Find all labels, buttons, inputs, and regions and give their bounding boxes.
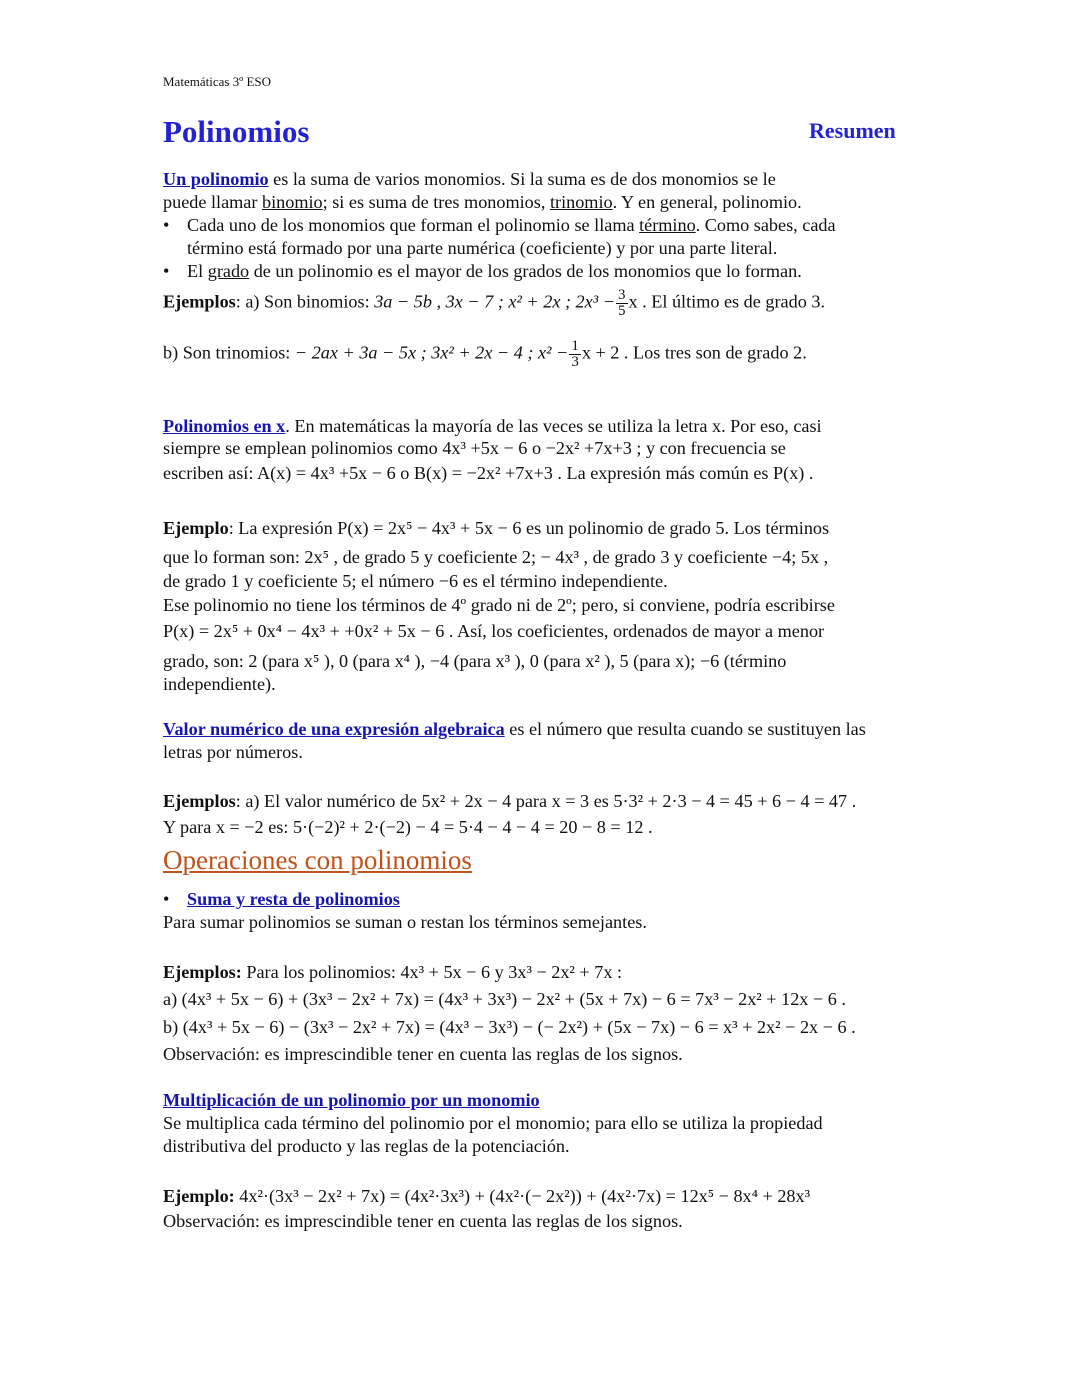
polinomios-en-x-link[interactable]: Polinomios en x	[163, 416, 286, 436]
resumen-label: Resumen	[809, 118, 896, 143]
observacion-2: Observación: es imprescindible tener en cuenta las reglas de los signos.	[163, 1211, 683, 1231]
document-page: Matemáticas 3º ESO Polinomios Resumen Un polinomio es la suma de varios monomios. Si la suma es de dos monomios se le puede llamar binomio; si es suma de tres monomios, trinomio. Y en general, polinomio. • Cada uno de los monomios que forman el polinomio se llama término. Como sabes, cada término está formado por una parte numérica (coeficiente) y por una parte literal. • El grado de un polinomio es el mayor de los grados de los monomios que lo forman. Ejemplos: a) Son binomios: 3a − 5b , 3x − 7 ; x² + 2x ; 2x³ − $\frac{3}{5}$ x . El último es de grado 3. b) Son trinomios: − 2ax + 3a − 5x ; 3x² + 2x − 4 ; x² − $\frac{1}{3}$ x + 2 . Los tres son de grado 2. Polinomios en x. En matemáticas la mayoría de las veces se utiliza la letra x. Por eso, casi siempre se emplean polinomios como 4x³ +5x − 6 o −2x² +7x+3 ; y con frecuencia se escriben así: A(x) = 4x³ +5x − 6 o B(x) = −2x² +7x+3 . La expresión más común es P(x) . Ejemplo: La expresión P(x) = 2x⁵ − 4x³ + 5x − 6 es un polinomio de grado 5. Los términos que lo forman son: 2x⁵ , de grado 5 y coeficiente 2; − 4x³ , de grado 3 y coeficiente −4; 5x , de grado 1 y coeficiente 5; el número −6 es el término independiente. Ese polinomio no tiene los términos de 4º grado ni de 2º; pero, si conviene, podría escribirse P(x) = 2x⁵ + 0x⁴ − 4x³ + +0x² + 5x − 6 . Así, los coeficientes, ordenados de mayor a menor grado, son: 2 (para x⁵ ), 0 (para x⁴ ), −4 (para x³ ), 0 (para x² ), 5 (para x); −6 (término independiente). Valor numérico de una expresión algebraica es el número que resulta cuando se sustituyen las letras por números. Ejemplos: a) El valor numérico de 5x² + 2x − 4 para x = 3 es 5·3² + 2·3 − 4 = 45 + 6 − 4 = 47 . Y para x = −2 es: 5·(−2)² + 2·(−2) − 4 = 5·4 − 4 − 4 = 20 − 8 = 12 . Operaciones con polinomios • Suma y resta de polinomios Para sumar polinomios se suman o restan los términos semejantes. Ejemplos: Para los polinomios: 4x³ + 5x − 6 y 3x³ − 2x² + 7x : a) (4x³ + 5x − 6) + (3x³ − 2x² + 7x) = (4x³ + 3x³) − 2x² + (5x + 7x) − 6 = 7x³ − 2x² + 12x − 6 . b) (4x³ + 5x − 6) − (3x³ − 2x² + 7x) = (4x³ − 3x³) − (− 2x²) + (5x − 7x) − 6 = x³ + 2x² − 2x − 6 . Observación: es imprescindible tener en cuenta las reglas de los signos. Multiplicación de un polinomio por un monomio Se multiplica cada término del polinomio por el monomio; para ello se utiliza la propiedad distributiva del producto y las reglas de la potenciación. Ejemplo: 4x²·(3x³ − 2x² + 7x) = (4x²·3x³) + (4x²·(− 2x²)) + (4x²·7x) = 12x⁵ − 8x⁴ + 28x³ Observación: es imprescindible tener en cuenta las reglas de los signos.	[163, 74, 896, 1231]
multiplicacion-link[interactable]: Multiplicación de un polinomio por un monomio	[163, 1090, 540, 1110]
ejemplo2-line-7: independiente).	[163, 674, 276, 694]
fraction: $\frac{1}{3}$	[571, 338, 579, 370]
bullet-icon: •	[163, 215, 170, 235]
bullet-termino-cont: término está formado por una parte numérica (coeficiente) y por una parte literal.	[187, 238, 778, 258]
intro-line-1: Un polinomio es la suma de varios monomios. Si la suma es de dos monomios se le	[163, 169, 776, 189]
ejemplo-resta-b: b) (4x³ + 5x − 6) − (3x³ − 2x² + 7x) = (4x³ − 3x³) − (− 2x²) + (5x − 7x) − 6 = x³ + 2x² − 2x − 6 .	[163, 1017, 856, 1037]
ejemplo2-line-6: grado, son: 2 (para x⁵ ), 0 (para x⁴ ), −4 (para x³ ), 0 (para x² ), 5 (para x); −6 (término	[163, 651, 787, 671]
ejemplos3-line-1: Ejemplos: a) El valor numérico de 5x² + 2x − 4 para x = 3 es 5·3² + 2·3 − 4 = 45 + 6 − 4 = 47 .	[163, 791, 857, 811]
intro-line-2: puede llamar binomio; si es suma de tres monomios, trinomio. Y en general, polinomio.	[163, 192, 802, 212]
enx-line-3: escriben así: A(x) = 4x³ +5x − 6 o B(x) = −2x² +7x+3 . La expresión más común es P(x) .	[163, 463, 814, 483]
enx-line-2: siempre se emplean polinomios como 4x³ +5x − 6 o −2x² +7x+3 ; y con frecuencia se	[163, 438, 786, 458]
running-header: Matemáticas 3º ESO	[163, 74, 272, 89]
ejemplos3-line-2: Y para x = −2 es: 5·(−2)² + 2·(−2) − 4 = 5·4 − 4 − 4 = 20 − 8 = 12 .	[163, 817, 653, 837]
page-title: Polinomios	[163, 114, 310, 149]
ejemplo-mult: Ejemplo: 4x²·(3x³ − 2x² + 7x) = (4x²·3x³) + (4x²·(− 2x²)) + (4x²·7x) = 12x⁵ − 8x⁴ + 28x³	[163, 1186, 811, 1206]
valor-numerico-link[interactable]: Valor numérico de una expresión algebraica	[163, 719, 505, 739]
valor-line-1: Valor numérico de una expresión algebraica es el número que resulta cuando se sustituyen las	[163, 719, 866, 739]
ejemplo2-line-5: P(x) = 2x⁵ + 0x⁴ − 4x³ + +0x² + 5x − 6 . Así, los coeficientes, ordenados de mayor a menor	[163, 621, 825, 641]
ejemplo2-line-2: que lo forman son: 2x⁵ , de grado 5 y coeficiente 2; − 4x³ , de grado 3 y coeficiente −4; 5x ,	[163, 547, 829, 567]
fraction: $\frac{3}{5}$	[618, 287, 626, 319]
mult-text-2: distributiva del producto y las reglas de la potenciación.	[163, 1136, 570, 1156]
observacion-1: Observación: es imprescindible tener en cuenta las reglas de los signos.	[163, 1044, 683, 1064]
valor-line-2: letras por números.	[163, 742, 303, 762]
operaciones-section-title[interactable]: Operaciones con polinomios	[163, 845, 472, 875]
suma-text: Para sumar polinomios se suman o restan los términos semejantes.	[163, 912, 647, 932]
polinomio-link[interactable]: Un polinomio	[163, 169, 269, 189]
multiplicacion-heading	[163, 1089, 540, 1112]
enx-line-1: Polinomios en x. En matemáticas la mayoría de las veces se utiliza la letra x. Por eso, casi	[163, 416, 822, 436]
bullet-icon: •	[163, 261, 170, 281]
ejemplo2-line-3: de grado 1 y coeficiente 5; el número −6 es el término independiente.	[163, 571, 668, 591]
suma-resta-link[interactable]: Suma y resta de polinomios	[187, 889, 400, 909]
bullet-icon: •	[163, 889, 170, 909]
mult-text-1: Se multiplica cada término del polinomio por el monomio; para ello se utiliza la propiedad	[163, 1113, 823, 1133]
ejemplo2-line-1: Ejemplo: La expresión P(x) = 2x⁵ − 4x³ + 5x − 6 es un polinomio de grado 5. Los términos	[163, 518, 830, 538]
ejemplos-trinomios: b) Son trinomios: − 2ax + 3a − 5x ; 3x² + 2x − 4 ; x² − $\frac{1}{3}$ x + 2 . Los tres son de grado 2.	[163, 338, 807, 370]
ejemplos-binomios: Ejemplos: a) Son binomios: 3a − 5b , 3x − 7 ; x² + 2x ; 2x³ − $\frac{3}{5}$ x . El último es de grado 3.	[163, 287, 825, 319]
ejemplo2-line-4: Ese polinomio no tiene los términos de 4º grado ni de 2º; pero, si conviene, podría escribirse	[163, 595, 835, 615]
ejemplos-suma-line-1: Ejemplos: Para los polinomios: 4x³ + 5x − 6 y 3x³ − 2x² + 7x :	[163, 962, 623, 982]
ejemplo-suma-a: a) (4x³ + 5x − 6) + (3x³ − 2x² + 7x) = (4x³ + 3x³) − 2x² + (5x + 7x) − 6 = 7x³ − 2x² + 12x − 6 .	[163, 989, 846, 1009]
